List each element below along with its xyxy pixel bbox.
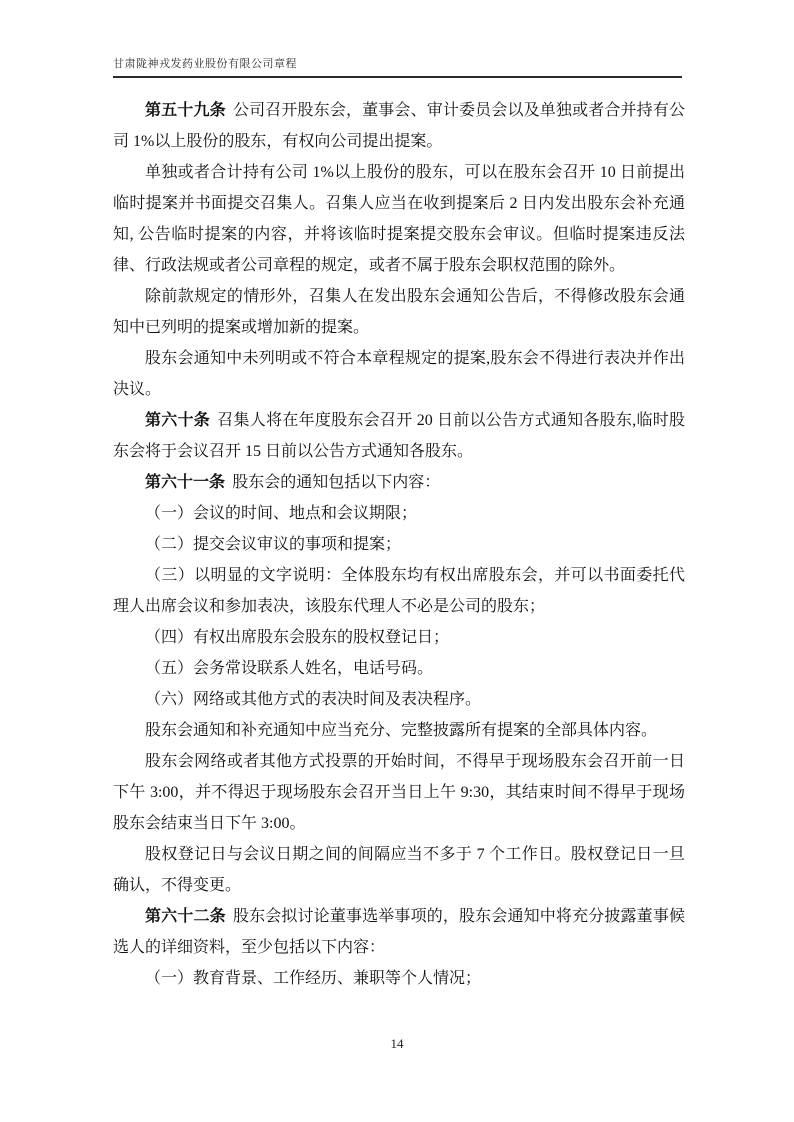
article-number: 第六十二条 [145,908,226,925]
paragraph [113,963,685,994]
header-title: 甘肃陇神戎发药业股份有限公司章程 [113,58,297,70]
paragraph [113,715,685,746]
paragraph [113,653,685,684]
page-number: 14 [390,1036,404,1051]
paragraph [113,498,685,529]
paragraph-text: （四）有权出席股东会股东的股权登记日； [145,629,450,646]
page-footer [0,1036,794,1052]
paragraph [113,622,685,653]
page-header [113,55,682,78]
paragraph [113,839,685,901]
paragraph-text: （一）会议的时间、地点和会议期限； [145,505,418,522]
paragraph-text: 召集人将在年度股东会召开 20 日前以公告方式通知各股东,临时股东会将于会议召开 15 日前以公告方式通知各股东。 [113,412,685,460]
article-number: 第六十一条 [145,474,226,491]
paragraph [113,684,685,715]
paragraph-text: （六）网络或其他方式的表决时间及表决程序。 [145,691,482,708]
paragraph-text: （五）会务常设联系人姓名，电话号码。 [145,660,434,677]
paragraph [113,95,685,157]
paragraph-text: 单独或者合计持有公司 1%以上股份的股东，可以在股东会召开 10 日前提出临时提案并书面提交召集人。召集人应当在收到提案后 2 日内发出股东会补充通知, 公告临时提案的内容，并将该临时提案提交股东会审议。但临时提案违反法律、行政法规或者公司章程的规定，或者不属于股东会职权范围的除外。 [113,164,685,274]
paragraph-text: 股东会拟讨论董事选举事项的，股东会通知中将充分披露董事候选人的详细资料，至少包括以下内容： [113,908,685,956]
paragraph-text: 股东会通知中未列明或不符合本章程规定的提案,股东会不得进行表决并作出决议。 [113,350,685,398]
article-number: 第五十九条 [145,102,226,119]
paragraph-text: 除前款规定的情形外，召集人在发出股东会通知公告后，不得修改股东会通知中已列明的提案或增加新的提案。 [113,288,685,336]
paragraph [113,901,685,963]
paragraph-text: （二）提交会议审议的事项和提案； [145,536,402,553]
paragraph [113,157,685,281]
paragraph [113,281,685,343]
paragraph [113,343,685,405]
paragraph-text: 公司召开股东会，董事会、审计委员会以及单独或者合并持有公司 1%以上股份的股东，有权向公司提出提案。 [113,102,685,150]
paragraph [113,467,685,498]
document-body [113,95,685,994]
paragraph-text: 股东会网络或者其他方式投票的开始时间，不得早于现场股东会召开前一日下午 3:00，并不得迟于现场股东会召开当日上午 9:30，其结束时间不得早于现场股东会结束当日下午 3:00。 [113,753,685,832]
paragraph [113,529,685,560]
paragraph [113,560,685,622]
paragraph [113,405,685,467]
paragraph-text: 股东会通知和补充通知中应当充分、完整披露所有提案的全部具体内容。 [145,722,658,739]
paragraph-text: （一）教育背景、工作经历、兼职等个人情况； [145,970,482,987]
article-number: 第六十条 [145,412,211,429]
paragraph-text: （三）以明显的文字说明：全体股东均有权出席股东会，并可以书面委托代理人出席会议和参加表决，该股东代理人不必是公司的股东； [113,567,685,615]
paragraph-text: 股权登记日与会议日期之间的间隔应当不多于 7 个工作日。股权登记日一旦确认，不得变更。 [113,846,685,894]
paragraph-text: 股东会的通知包括以下内容： [232,474,441,491]
paragraph [113,746,685,839]
